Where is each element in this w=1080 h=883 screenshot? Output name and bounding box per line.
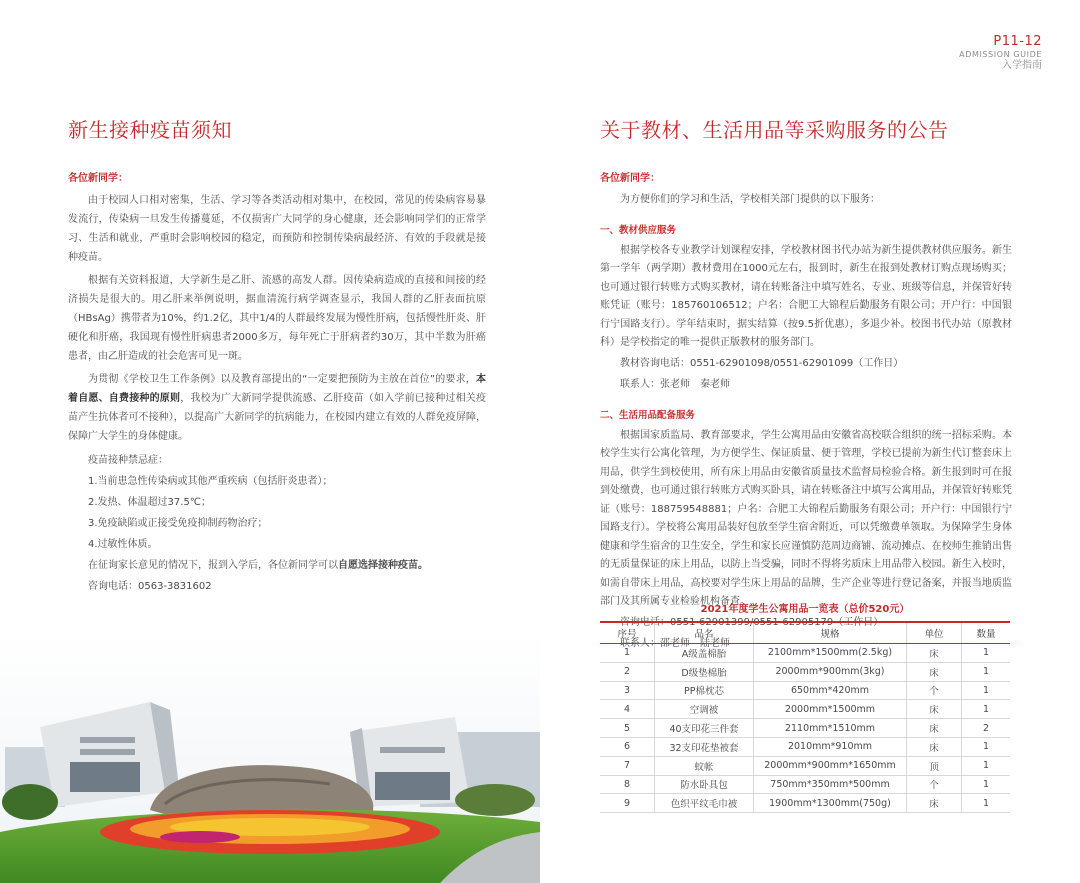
cell-index: 2 [600, 662, 655, 681]
page-header [959, 34, 1042, 73]
vaccine-paragraph-3-a: 为贯彻《学校卫生工作条例》以及教育部提出的“一定要把预防为主放在首位”的要求， [88, 374, 476, 385]
supplies-phone: 咨询电话：0551-62901399/0551-62905179（工作日） [620, 616, 884, 628]
column-header: 规格 [754, 622, 907, 644]
cell-spec: 2100mm*1500mm(2.5kg) [754, 644, 907, 663]
cell-quantity: 2 [962, 719, 1011, 738]
table-row [600, 775, 1010, 794]
cell-index: 9 [600, 794, 655, 813]
voluntary-principle-text: 本着自愿、自费接种的原则 [68, 374, 486, 404]
cell-quantity: 1 [962, 756, 1011, 775]
column-header: 单位 [907, 622, 962, 644]
contraindication-item: 3.免疫缺陷或正接受免疫抑制药物治疗； [88, 518, 268, 529]
cell-unit: 床 [907, 662, 962, 681]
cell-spec: 2000mm*900mm*1650mm [754, 756, 907, 775]
cell-index: 5 [600, 719, 655, 738]
cell-unit: 床 [907, 737, 962, 756]
cell-spec: 750mm*350mm*500mm [754, 775, 907, 794]
cell-item: 空调被 [655, 700, 754, 719]
campus-photo [0, 632, 540, 883]
textbook-section-text: 根据学校各专业教学计划课程安排，学校教材图书代办站为新生提供教材供应服务。新生第一学年（两学期）教材费用在1000元左右，报到时，新生在报到处教材订购点现场购买；也可通过银行转账方式购买教材，请在转账备注中填写姓名、专业、班级等信息，并保管好转账凭证（账号：185760106512；户名：合肥工大锦程后勤服务有限公司；开户行：中国银行宁国路支行）。学年结束时，据实结算（按9.5折优惠），多退少补。校图书代办站（原教材科）是学校指定的唯一提供正版教材的服务部门。 [600, 244, 1012, 348]
cell-quantity: 1 [962, 700, 1011, 719]
cell-quantity: 1 [962, 737, 1011, 756]
cell-spec: 2010mm*910mm [754, 737, 907, 756]
cell-quantity: 1 [962, 662, 1011, 681]
table-row [600, 662, 1010, 681]
column-header: 序号 [600, 622, 655, 644]
cell-quantity: 1 [962, 794, 1011, 813]
supplies-section-text: 根据国家质监局、教育部要求，学生公寓用品由安徽省高校联合组织的统一招标采购。本校学生实行公寓化管理，为方便学生、保证质量、便于管理，学校已提前为新生代订整套床上用品，供学生到校使用，所有床上用品由安徽省质量技术监督局检验合格。新生报到时可在报到处缴费，也可通过银行转账方式购买卧具，请在转账备注中填写公寓用品，并保管好转账凭证（账号：188759548881；户名：合肥工大锦程后勤服务有限公司；开户行：中国银行宁国路支行）。学校将公寓用品装好包放至学生宿舍附近，可以凭缴费单领取。为保障学生身体健康和学生宿舍的卫生安全，学生和家长应谨慎防范周边商铺、流动摊点、在校师生推销出售的无质量保证的床上用品，以防上当受骗，同时不得将劣质床上用品带入校园。新生入校时，如需自带床上用品，高校要对学生床上用品的品牌，生产企业等进行登记备案，并报当地质监部门及其所属专业检验机构备查。 [600, 429, 1012, 607]
cell-unit: 床 [907, 644, 962, 663]
cell-quantity: 1 [962, 644, 1011, 663]
table-row [600, 681, 1010, 700]
contraindications-title: 疫苗接种禁忌症： [88, 455, 168, 466]
table-row [600, 700, 1010, 719]
cell-unit: 个 [907, 775, 962, 794]
supplies-contact: 联系人：邵老师 陆老师 [620, 637, 730, 649]
supplies-table-section [600, 600, 1010, 813]
table-header-row [600, 622, 1010, 644]
supplies-section-title: 二、生活用品配备服务 [600, 409, 696, 421]
section-label-zh: 入学指南 [1002, 60, 1042, 72]
table-row [600, 644, 1010, 663]
cell-unit: 床 [907, 719, 962, 738]
textbook-contact: 联系人：张老师 秦老师 [620, 378, 730, 390]
vaccine-greeting: 各位新同学： [68, 173, 128, 184]
vaccine-notice-title: 新生接种疫苗须知 [68, 118, 232, 142]
supplies-notice [600, 116, 1012, 654]
table-row [600, 756, 1010, 775]
campus-illustration [0, 632, 540, 883]
contraindication-item: 1.当前患急性传染病或其他严重疾病（包括肝炎患者）； [88, 476, 333, 487]
vaccine-notice [68, 116, 486, 597]
cell-index: 7 [600, 756, 655, 775]
table-row [600, 737, 1010, 756]
cell-spec: 1900mm*1300mm(750g) [754, 794, 907, 813]
textbook-phone: 教材咨询电话：0551-62901098/0551-62901099（工作日） [620, 357, 904, 369]
cell-item: 40支印花三件套 [655, 719, 754, 738]
cell-spec: 650mm*420mm [754, 681, 907, 700]
cell-item: 32支印花垫被套 [655, 737, 754, 756]
cell-quantity: 1 [962, 775, 1011, 794]
cell-index: 3 [600, 681, 655, 700]
supplies-notice-title: 关于教材、生活用品等采购服务的公告 [600, 118, 949, 142]
cell-item: D级垫棉胎 [655, 662, 754, 681]
cell-item: 色织平纹毛巾被 [655, 794, 754, 813]
section-label-en: ADMISSION GUIDE [959, 50, 1042, 60]
cell-index: 6 [600, 737, 655, 756]
contraindication-item: 2.发热、体温超过37.5℃； [88, 497, 212, 508]
cell-item: A级盖棉胎 [655, 644, 754, 663]
column-header: 品名 [655, 622, 754, 644]
cell-item: 蚊帐 [655, 756, 754, 775]
vaccine-phone: 咨询电话：0563-3831602 [88, 581, 212, 592]
page-numbers: P11-12 [993, 34, 1042, 49]
supplies-intro: 为方便你们的学习和生活，学校相关部门提供的以下服务： [620, 194, 880, 205]
table-row [600, 794, 1010, 813]
cell-spec: 2000mm*900mm(3kg) [754, 662, 907, 681]
cell-unit: 床 [907, 700, 962, 719]
supplies-table-title: 2021年度学生公寓用品一览表（总价520元） [700, 604, 910, 615]
vaccine-paragraph-2: 根据有关资料报道，大学新生是乙肝、流感的高发人群。因传染病造成的直接和间接的经济损失是很大的。用乙肝来举例说明，据血清流行病学调查显示，我国人群的乙肝表面抗原（HBsAg）携带者为10%，约1.2亿，其中1/4的人群最终发展为慢性肝病，包括慢性肝炎、肝硬化和肝癌，我国现有慢性肝病患者2000多万，每年死亡于肝病者约30万，其中半数为肝癌患者，由乙肝造成的社会危害可见一斑。 [68, 275, 486, 362]
cell-index: 8 [600, 775, 655, 794]
vaccine-consent-emphasis: 自愿选择接种疫苗。 [338, 560, 428, 571]
cell-unit: 床 [907, 794, 962, 813]
cell-unit: 顶 [907, 756, 962, 775]
contraindication-item: 4.过敏性体质。 [88, 539, 158, 550]
table-row [600, 719, 1010, 738]
cell-unit: 个 [907, 681, 962, 700]
cell-index: 4 [600, 700, 655, 719]
column-header: 数量 [962, 622, 1011, 644]
cell-item: PP棉枕芯 [655, 681, 754, 700]
cell-index: 1 [600, 644, 655, 663]
textbook-section-title: 一、教材供应服务 [600, 224, 677, 236]
supplies-table [600, 621, 1010, 813]
vaccine-consent [68, 555, 486, 576]
vaccine-paragraph-3-c: ，我校为广大新同学提供流感、乙肝疫苗（如入学前已接种过相关疫苗产生抗体者可不接种），以提高广大新同学的抗病能力，在校园内建立有效的人群免疫屏障，保障广大学生的身体健康。 [68, 393, 487, 442]
vaccine-paragraph-3 [68, 370, 486, 446]
cell-spec: 2000mm*1500mm [754, 700, 907, 719]
cell-item: 防水卧具包 [655, 775, 754, 794]
cell-quantity: 1 [962, 681, 1011, 700]
vaccine-consent-text: 在征询家长意见的情况下，报到入学后，各位新同学可以 [88, 560, 338, 571]
supplies-greeting: 各位新同学： [600, 173, 660, 184]
cell-spec: 2110mm*1510mm [754, 719, 907, 738]
vaccine-paragraph-1: 由于校园人口相对密集，生活、学习等各类活动相对集中，在校园，常见的传染病容易暴发流行，传染病一旦发生传播蔓延，不仅损害广大同学的身心健康，还会影响同学们的正常学习、生活和就业，严重时会影响校园的稳定，而预防和控制传染病最经济、有效的手段就是接种疫苗。 [68, 195, 486, 263]
